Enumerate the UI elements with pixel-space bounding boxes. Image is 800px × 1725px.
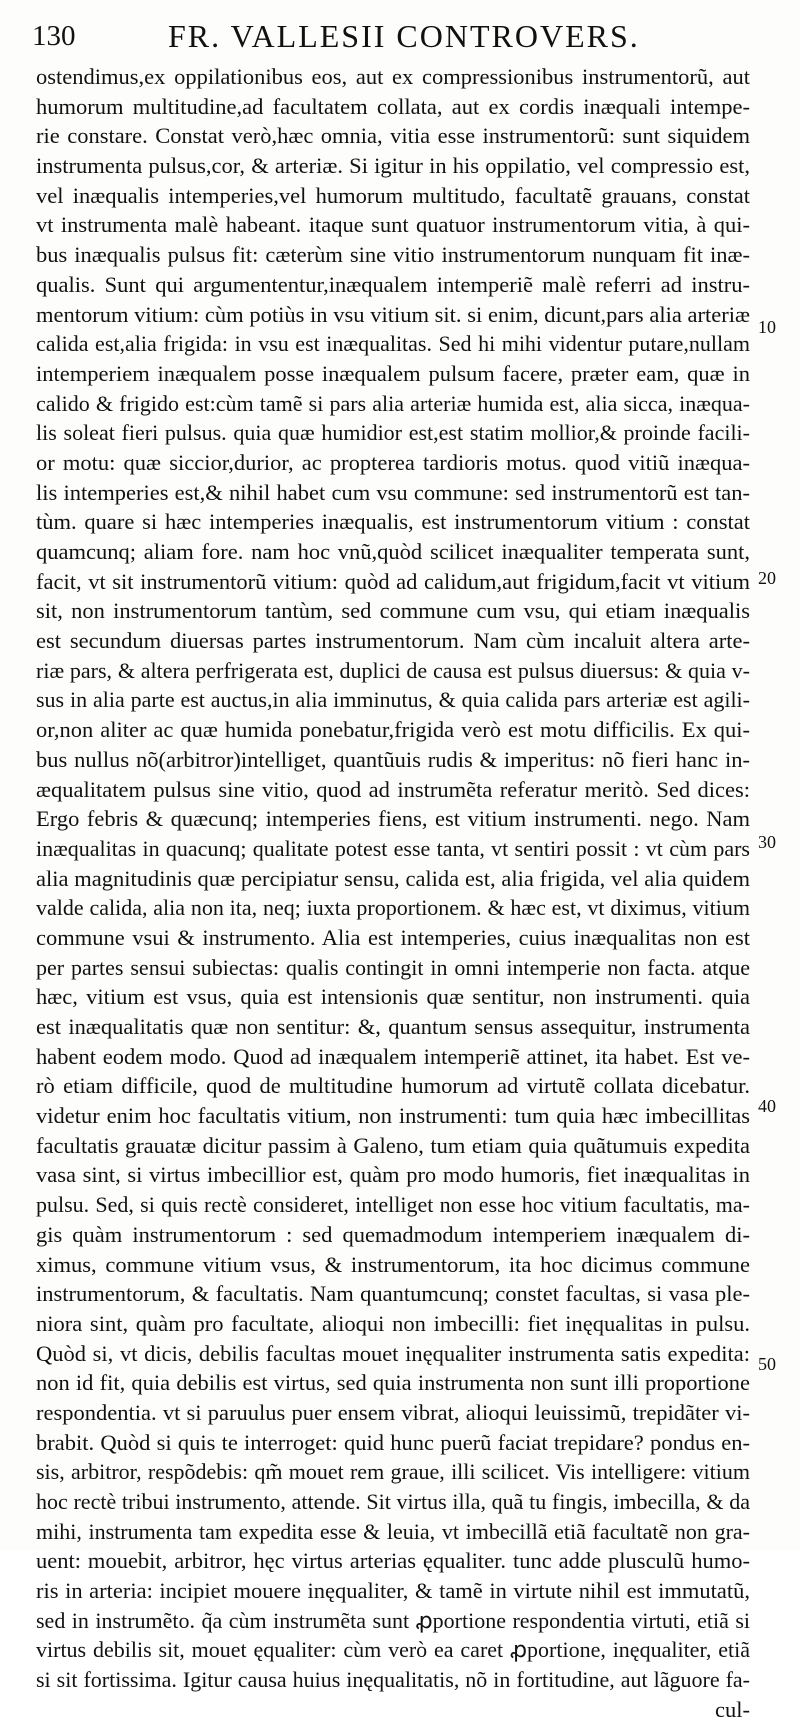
text-line: or motu: quæ siccior,durior, ac propterea tardioris motus. quod vitiũ inæqua-	[36, 449, 750, 475]
text-line: Ergo febris & quæcunq; intemperies fiens, est vitium instrumenti. nego. Nam	[36, 806, 750, 832]
text-line: tùm. quare si hæc intemperies inæqualis, est instrumentorum vitium : constat	[36, 509, 750, 535]
text-line: respondentia. vt si paruulus puer ensem vibrat, alioqui leuissimũ, trepidãter vi-	[36, 1399, 750, 1425]
text-line: rie constare. Constat verò,hæc omnia, vitia esse instrumentorũ: sunt siquidem	[36, 123, 750, 149]
text-line: calido & frigido est:cùm tamẽ si pars alia arteriæ humida est, alia sicca, inæqua-	[36, 390, 750, 416]
text-line: commune vsui & instrumento. Alia est intemperies, cuius inæqualitas non est	[36, 924, 750, 950]
text-line: mentorum vitium: cùm potiùs in vsu vitium sit. si enim, dicunt,pars alia arteriæ	[36, 301, 750, 327]
text-line: humorum multitudine,ad facultatem collata, aut ex cordis inæquali intempe-	[36, 93, 750, 119]
text-line: hoc rectè tribui instrumento, attende. Sit virtus illa, quã tu fingis, imbecilla, & da	[36, 1489, 750, 1514]
text-line: lis intemperies est,& nihil habet cum vsu commune: sed instrumentorũ est tan-	[36, 479, 750, 505]
text-line: sus in alia parte est auctus,in alia imminutus, & quia calida pars arteriæ est agili-	[36, 687, 750, 713]
text-line: qualis. Sunt qui argumententur,inæqualem intemperiẽ malè referri ad instru-	[36, 271, 750, 297]
text-line: inæqualitas in quacunq; qualitate potest esse tanta, vt sentiri possit : vt cùm pars	[36, 835, 750, 861]
text-line: pulsu. Sed, si quis rectè consideret, intelliget non esse hoc vitium facultatis, ma-	[36, 1192, 750, 1218]
text-line: est inæqualitatis quæ non sentitur: &, quantum sensus assequitur, instrumenta	[36, 1014, 750, 1039]
text-line: non id fit, quia debilis est virtus, sed quia instrumenta non sunt illi proportione	[36, 1370, 750, 1396]
text-line: habent eodem modo. Quod ad inæqualem intemperiẽ attinet, ita habet. Est ve-	[36, 1043, 750, 1069]
text-line: sis, arbitror, respõdebis: qm̃ mouet rem graue, illi scilicet. Vis intelligere: vitium	[36, 1459, 750, 1485]
text-line: instrumenta pulsus,cor, & arteriæ. Si igitur in his oppilatio, vel compressio est,	[36, 153, 750, 179]
margin-line-number: 40	[758, 1096, 776, 1116]
text-line: instrumentorum, & facultatis. Nam quantumcunq; constet facultas, si vasa ple-	[36, 1281, 750, 1307]
body-text	[36, 62, 750, 1725]
text-line: ostendimus,ex oppilationibus eos, aut ex compressionibus instrumentorũ, aut	[36, 64, 750, 89]
text-line: virtus debilis sit, mouet ęqualiter: cùm verò ea caret ꝓportione, inęqualiter, etiã	[36, 1637, 750, 1663]
page-number: 130	[32, 20, 76, 52]
text-line: valde calida, alia non ita, neq; iuxta proportionem. & hæc est, vt diximus, vitium	[36, 895, 750, 921]
text-line: vasa sint, si virtus imbecillior est, quàm pro modo humoris, fiet inæqualitas in	[36, 1162, 750, 1188]
text-line: cul-	[715, 1696, 750, 1722]
text-line: bus nullus nõ(arbitror)intelliget, quantũuis rudis & imperitus: nõ fieri hanc in-	[36, 746, 750, 772]
margin-line-number: 30	[758, 832, 776, 852]
text-line: facultatis grauatæ dicitur passim à Galeno, tum etiam quia quãtumuis expedita	[36, 1132, 750, 1158]
text-line: est secundum diuersas partes instrumentorum. Nam cùm incaluit altera arte-	[36, 628, 750, 654]
text-line: riæ pars, & altera perfrigerata est, duplici de causa est pulsus diuersus: & quia v-	[36, 657, 750, 683]
text-line: uent: mouebit, arbitror, hęc virtus arterias ęqualiter. tunc adde plusculũ humo-	[36, 1548, 750, 1574]
margin-line-number: 50	[758, 1354, 776, 1374]
text-line: vt instrumenta malè habeant. itaque sunt quatuor instrumentorum vitia, à qui-	[36, 212, 750, 238]
text-line: sed in instrumẽto. q̃a cùm instrumẽta sunt ꝓportione respondentia virtuti, etiã si	[36, 1607, 750, 1633]
text-line: brabit. Quòd si quis te interroget: quid hunc puerũ faciat trepidare? pondus en-	[36, 1429, 750, 1455]
text-line: mihi, instrumenta tam expedita esse & leuia, vt imbecillã etiã facultatẽ non gra-	[36, 1518, 750, 1544]
margin-line-number: 20	[758, 568, 776, 588]
text-line: vel inæqualis intemperies,vel humorum multitudo, facultatẽ grauans, constat	[36, 182, 750, 208]
text-line: intemperiem inæqualem posse inæqualem pulsum facere, præter eam, quæ in	[36, 360, 750, 386]
text-line: bus inæqualis pulsus fit: cæterùm sine vitio instrumentorum nunquam fit inæ-	[36, 242, 750, 268]
text-line: calida est,alia frigida: in vsu est inæqualitas. Sed hi mihi videntur putare,nullam	[36, 331, 750, 357]
text-line: si sit fortissima. Igitur causa huius inęqualitatis, nõ in fortitudine, aut lãguore fa-	[36, 1667, 750, 1693]
text-line: gis quàm instrumentorum : sed quemadmodum intemperiem inæqualem di-	[36, 1221, 750, 1247]
text-line: hæc, vitium est vsus, quia est intensionis quæ sentitur, non instrumenti. quia	[36, 984, 750, 1010]
text-line: per partes sensui subiectas: qualis contingit in omni intemperie non facta. atque	[36, 954, 750, 980]
text-line: æqualitatem pulsus sine vitio, quod ad instrumẽta referatur meritò. Sed dices:	[36, 776, 750, 802]
running-title: FR. VALLESII CONTROVERS.	[168, 18, 640, 54]
text-line: videtur enim hoc facultatis vitium, non instrumenti: tum quia hæc imbecillitas	[36, 1103, 750, 1129]
text-line: facit, vt sit instrumentorũ vitium: quòd ad calidum,aut frigidum,facit vt vitium	[36, 568, 750, 594]
text-line: ximus, commune vitium vsus, & instrumentorum, ita hoc dicimus commune	[36, 1251, 750, 1277]
margin-line-number: 10	[758, 317, 776, 337]
text-line: ris in arteria: incipiet mouere inęqualiter, & tamẽ in virtute nihil est immutatũ,	[36, 1578, 750, 1604]
text-line: Quòd si, vt dicis, debilis facultas mouet inęqualiter instrumenta satis expedita:	[36, 1340, 750, 1366]
text-line: lis soleat fieri pulsus. quia quæ humidior est,est statim mollior,& proinde facili-	[36, 420, 750, 446]
text-line: niora sint, quàm pro facultate, alioqui non imbecilli: fiet inęqualitas in pulsu.	[36, 1310, 750, 1336]
text-line: or,non aliter ac quæ humida ponebatur,frigida verò est motu difficilis. Ex qui-	[36, 717, 750, 743]
text-line: rò etiam difficile, quod de multitudine humorum ad virtutẽ collata dicebatur.	[36, 1073, 750, 1099]
text-line: quamcunq; aliam fore. nam hoc vnũ,quòd scilicet inæqualiter temperata sunt,	[36, 539, 750, 564]
text-line: alia magnitudinis quæ percipiatur sensu, calida est, alia frigida, vel alia quidem	[36, 865, 750, 891]
text-line: sit, non instrumentorum tantùm, sed commune cum vsu, qui etiam inæqualis	[36, 598, 750, 624]
